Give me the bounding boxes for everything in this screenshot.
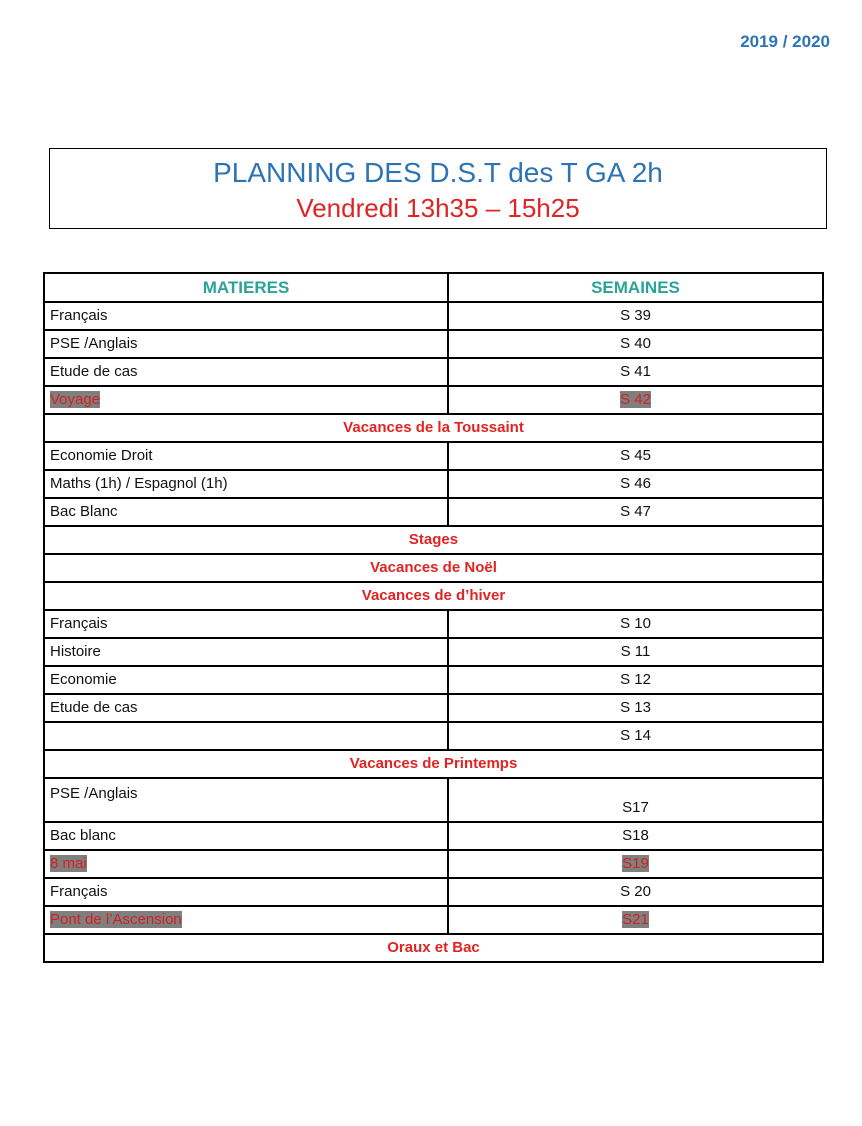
- week-text: S 41: [620, 363, 651, 380]
- week-cell: [448, 778, 823, 822]
- table-row-highlighted: [44, 386, 823, 414]
- table-row: [44, 470, 823, 498]
- week-text: S 47: [620, 503, 651, 520]
- holiday-label: Vacances de d’hiver: [44, 582, 823, 610]
- week-text: S 45: [620, 447, 651, 464]
- table-row-highlighted: [44, 850, 823, 878]
- table-row-highlighted: [44, 906, 823, 934]
- week-text: S19: [622, 855, 649, 872]
- week-text: S 39: [620, 307, 651, 324]
- week-cell: [448, 906, 823, 934]
- schedule-time: Vendredi 13h35 – 15h25: [296, 193, 580, 223]
- subject-text: Français: [50, 307, 108, 324]
- holiday-label: Vacances de Printemps: [44, 750, 823, 778]
- table-row: [44, 302, 823, 330]
- week-cell: [448, 442, 823, 470]
- subject-cell: [44, 470, 448, 498]
- week-text: S 12: [620, 671, 651, 688]
- holiday-row: [44, 582, 823, 610]
- subject-text: Maths (1h) / Espagnol (1h): [50, 475, 228, 492]
- week-cell: [448, 822, 823, 850]
- subject-text: Economie Droit: [50, 447, 153, 464]
- subject-text: 8 mai: [50, 855, 87, 872]
- subject-cell: [44, 722, 448, 750]
- holiday-row: [44, 414, 823, 442]
- week-text: S 42: [620, 391, 651, 408]
- subject-cell: [44, 822, 448, 850]
- subject-text: Etude de cas: [50, 699, 138, 716]
- holiday-row: [44, 934, 823, 962]
- week-cell: [448, 722, 823, 750]
- week-cell: [448, 386, 823, 414]
- holiday-label: Vacances de Noël: [44, 554, 823, 582]
- subject-cell: [44, 850, 448, 878]
- table-row: [44, 878, 823, 906]
- week-cell: [448, 302, 823, 330]
- table-row: [44, 358, 823, 386]
- subject-cell: [44, 386, 448, 414]
- school-year: 2019 / 2020: [740, 32, 830, 51]
- table-row: [44, 722, 823, 750]
- table-row: [44, 778, 823, 822]
- subject-cell: [44, 666, 448, 694]
- subject-cell: [44, 694, 448, 722]
- subject-cell: [44, 638, 448, 666]
- week-text: S 40: [620, 335, 651, 352]
- week-text: S 13: [620, 699, 651, 716]
- holiday-row: [44, 526, 823, 554]
- subject-cell: [44, 906, 448, 934]
- week-cell: [448, 470, 823, 498]
- week-text: S 11: [620, 643, 651, 660]
- subject-text: Bac blanc: [50, 827, 116, 844]
- subject-text: Pont de l’Ascension: [50, 911, 182, 928]
- subject-cell: [44, 610, 448, 638]
- holiday-row: [44, 554, 823, 582]
- week-text: S 46: [620, 475, 651, 492]
- week-text: S17: [622, 799, 649, 816]
- holiday-label: Oraux et Bac: [44, 934, 823, 962]
- week-cell: [448, 638, 823, 666]
- subject-text: PSE /Anglais: [50, 785, 138, 802]
- holiday-row: [44, 750, 823, 778]
- subject-cell: [44, 358, 448, 386]
- week-cell: [448, 330, 823, 358]
- subject-text: Voyage: [50, 391, 101, 408]
- subject-cell: [44, 330, 448, 358]
- title-box: [49, 148, 827, 229]
- table-row: [44, 694, 823, 722]
- subject-cell: [44, 302, 448, 330]
- subject-cell: [44, 778, 448, 822]
- week-cell: [448, 878, 823, 906]
- week-text: S 14: [620, 727, 651, 744]
- table-row: [44, 666, 823, 694]
- table-row: [44, 822, 823, 850]
- subject-text: Etude de cas: [50, 363, 138, 380]
- header-semaines: SEMAINES: [448, 273, 823, 302]
- planning-table: [43, 272, 824, 963]
- week-cell: [448, 694, 823, 722]
- subject-text: Bac Blanc: [50, 503, 118, 520]
- subject-text: Français: [50, 883, 108, 900]
- holiday-label: Stages: [44, 526, 823, 554]
- header-matieres: MATIERES: [44, 273, 448, 302]
- page-title: PLANNING DES D.S.T des T GA 2h: [213, 157, 663, 188]
- week-text: S21: [622, 911, 649, 928]
- table-row: [44, 330, 823, 358]
- subject-cell: [44, 442, 448, 470]
- subject-cell: [44, 878, 448, 906]
- table-row: [44, 638, 823, 666]
- table-row: [44, 442, 823, 470]
- week-cell: [448, 850, 823, 878]
- table-row: [44, 610, 823, 638]
- subject-text: PSE /Anglais: [50, 335, 138, 352]
- holiday-label: Vacances de la Toussaint: [44, 414, 823, 442]
- week-text: S 10: [620, 615, 651, 632]
- week-text: S18: [622, 827, 649, 844]
- week-cell: [448, 358, 823, 386]
- week-text: S 20: [620, 883, 651, 900]
- subject-cell: [44, 498, 448, 526]
- subject-text: Français: [50, 615, 108, 632]
- week-cell: [448, 610, 823, 638]
- week-cell: [448, 666, 823, 694]
- table-row: [44, 498, 823, 526]
- week-cell: [448, 498, 823, 526]
- subject-text: Economie: [50, 671, 117, 688]
- subject-text: Histoire: [50, 643, 101, 660]
- table-header-row: [44, 273, 823, 302]
